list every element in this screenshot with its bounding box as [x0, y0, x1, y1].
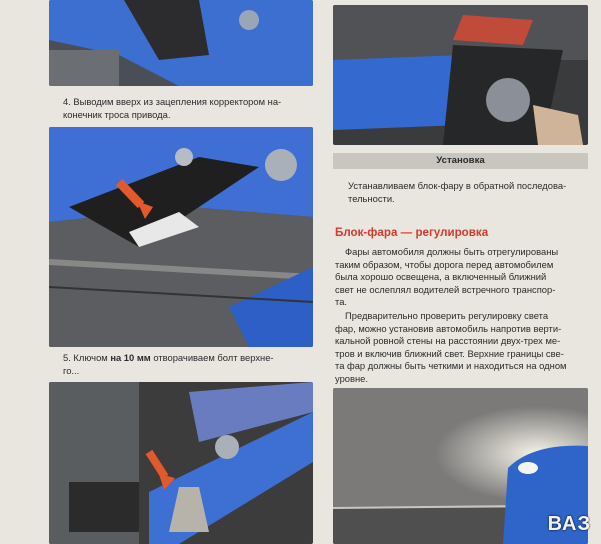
photo-top-right-illustration [333, 5, 588, 145]
step-5-bold: на 10 мм [110, 352, 151, 363]
step-4-line-2: конечник троса привода. [63, 109, 171, 120]
adjust-p2-line-6: уровне. [335, 372, 368, 384]
photo-bottom-left-illustration [49, 382, 313, 544]
adjust-p2-line-1: Предварительно проверить регулировку света [345, 310, 549, 321]
photo-bottom-left [49, 382, 313, 544]
step-4-line-1: 4. Выводим вверх из зацепления корректором на- [63, 96, 282, 107]
photo-top-left [49, 0, 313, 86]
watermark: ВАЗ [547, 513, 591, 535]
adjust-section-title: Блок-фара — регулировка [335, 226, 489, 239]
adjust-paragraph-2 [335, 310, 588, 386]
adjust-p1-line-4: свет не ослеплял водителей встречного транспор- [335, 283, 556, 295]
install-text-line-1: Устанавливаем блок-фару в обратной последова- [348, 180, 567, 191]
photo-top-right [333, 5, 588, 145]
step-5-caption [63, 351, 313, 377]
install-text-line-2: тельности. [348, 192, 395, 204]
step-5-line-1 [63, 351, 313, 364]
step-4-caption [63, 95, 313, 121]
install-section-title: Установка [333, 153, 588, 169]
step-5-suffix: отворачиваем болт верхне- [150, 352, 274, 363]
adjust-p2-line-3: кальной ровной стены на расстоянии двух-трех ме- [335, 335, 561, 347]
adjust-paragraph-1 [335, 246, 588, 309]
step-5-prefix: 5. Ключом [63, 352, 111, 363]
adjust-p2-line-5: та фар должны быть четкими и находиться на одном [335, 360, 567, 372]
adjust-p1-line-5: та. [335, 296, 348, 308]
adjust-p1-line-1: Фары автомобиля должны быть отрегулированы [345, 246, 559, 257]
photo-top-left-illustration [49, 0, 313, 86]
step-5-line-2: го... [63, 365, 80, 376]
photo-middle-left-illustration [49, 127, 313, 347]
install-text [348, 180, 588, 205]
adjust-p1-line-3: была хорошо освещена, а включенный ближний [335, 271, 547, 283]
adjust-p2-line-4: тров и включив ближний свет. Верхние границы све- [335, 347, 564, 359]
adjust-p1-line-2: таким образом, чтобы дорога перед автомобилем [335, 258, 554, 270]
photo-middle-left [49, 127, 313, 347]
adjust-p2-line-2: фар, можно установив автомобиль напротив верти- [335, 322, 562, 334]
